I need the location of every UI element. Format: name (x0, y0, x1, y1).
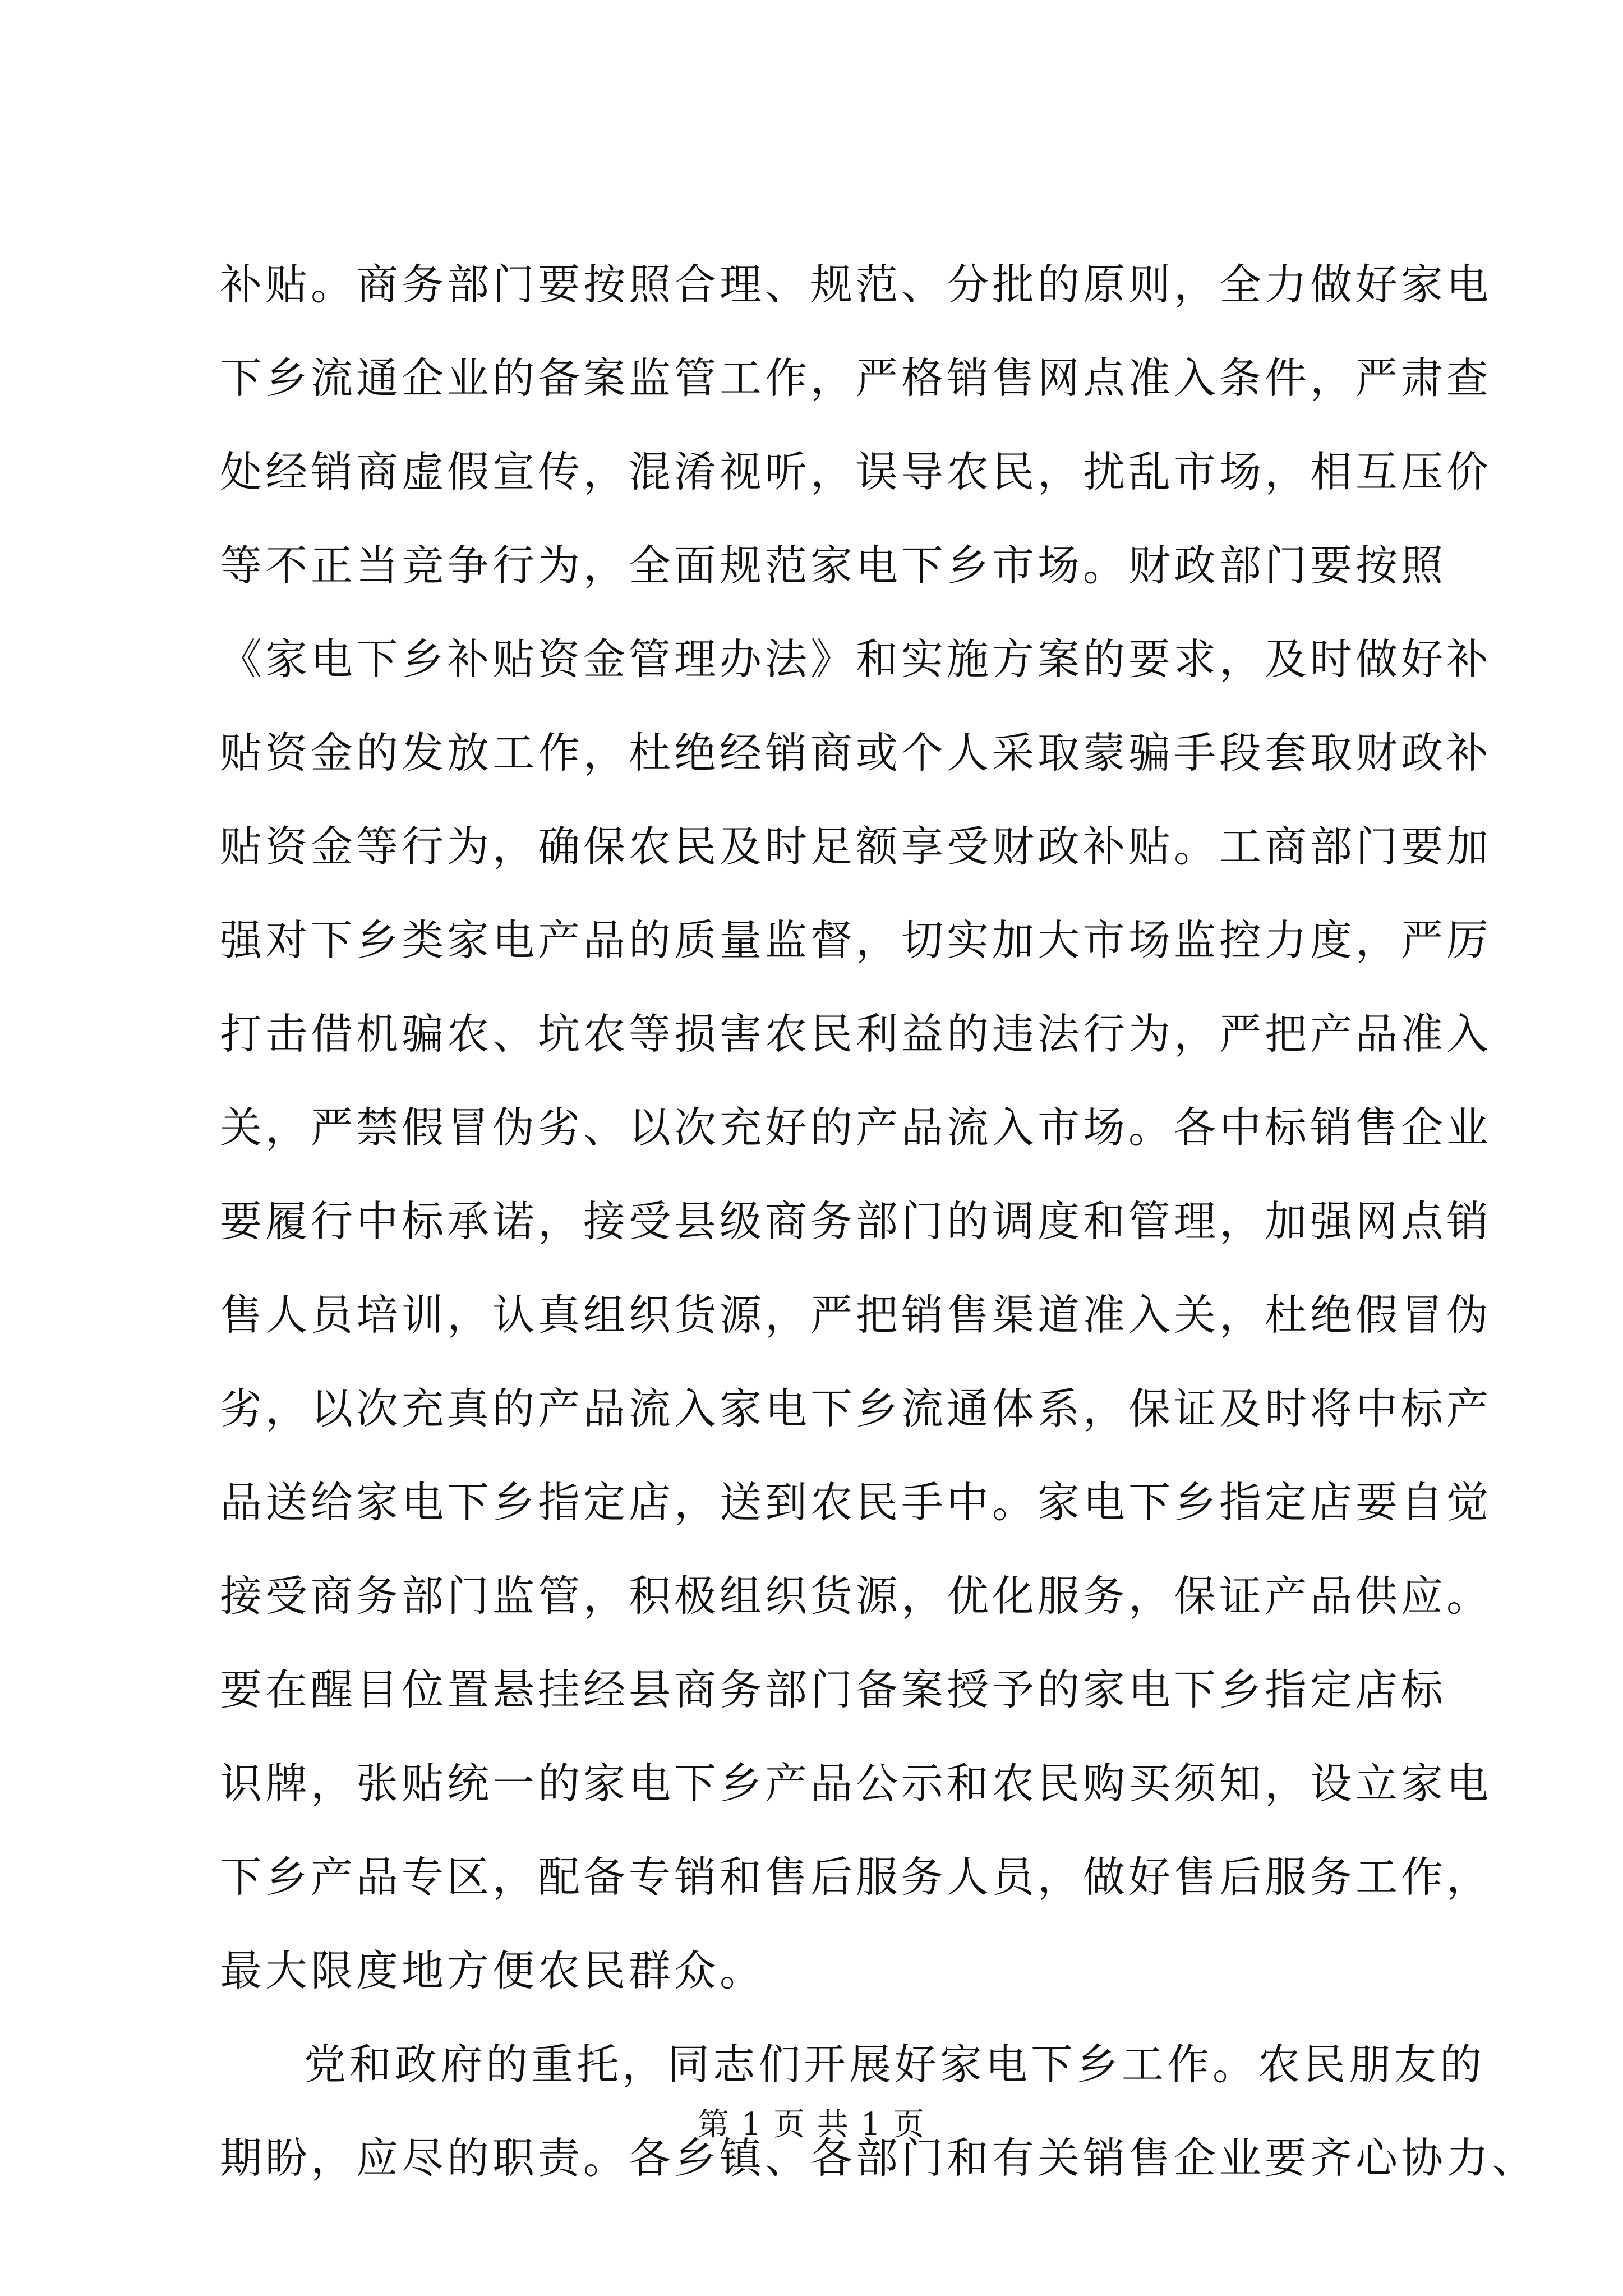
text-line: 等不正当竞争行为，全面规范家电下乡市场。财政部门要按照 (220, 541, 1447, 590)
text-line: 关，严禁假冒伪劣、以次充好的产品流入市场。各中标销售企业 (220, 1103, 1492, 1152)
text-line: 《家电下乡补贴资金管理办法》和实施方案的要求，及时做好补 (220, 634, 1492, 684)
text-line: 期盼，应尽的职责。各乡镇、各部门和有关销售企业要齐心协力、 (220, 2133, 1538, 2183)
text-line: 识牌，张贴统一的家电下乡产品公示和农民购买须知，设立家电 (220, 1759, 1492, 1808)
text-line: 下乡流通企业的备案监管工作，严格销售网点准入条件，严肃查 (220, 353, 1492, 403)
text-line: 售人员培训，认真组织货源，严把销售渠道准入关，杜绝假冒伪 (220, 1290, 1492, 1340)
text-line: 贴资金等行为，确保农民及时足额享受财政补贴。工商部门要加 (220, 822, 1492, 871)
text-line: 最大限度地方便农民群众。 (220, 1946, 766, 1995)
text-line: 下乡产品专区，配备专销和售后服务人员，做好售后服务工作， (220, 1852, 1492, 1902)
text-line: 要履行中标承诺，接受县级商务部门的调度和管理，加强网点销 (220, 1197, 1492, 1246)
text-line: 品送给家电下乡指定店，送到农民手中。家电下乡指定店要自觉 (220, 1478, 1492, 1527)
text-line: 劣，以次充真的产品流入家电下乡流通体系，保证及时将中标产 (220, 1384, 1492, 1433)
text-line: 补贴。商务部门要按照合理、规范、分批的原则，全力做好家电 (220, 260, 1492, 309)
text-line: 接受商务部门监管，积极组织货源，优化服务，保证产品供应。 (220, 1571, 1492, 1621)
text-line: 强对下乡类家电产品的质量监督，切实加大市场监控力度，严厉 (220, 915, 1492, 965)
text-line: 贴资金的发放工作，杜绝经销商或个人采取蒙骗手段套取财政补 (220, 728, 1492, 777)
text-line: 打击借机骗农、坑农等损害农民利益的违法行为，严把产品准入 (220, 1009, 1492, 1059)
text-line: 处经销商虚假宣传，混淆视听，误导农民，扰乱市场，相互压价 (220, 447, 1492, 496)
document-body (220, 260, 1538, 2231)
page-footer: 第 1 页 共 1 页 (697, 2106, 926, 2143)
text-line: 党和政府的重托，同志们开展好家电下乡工作。农民朋友的 (304, 2040, 1486, 2089)
text-line: 要在醒目位置悬挂经县商务部门备案授予的家电下乡指定店标 (220, 1665, 1447, 1714)
